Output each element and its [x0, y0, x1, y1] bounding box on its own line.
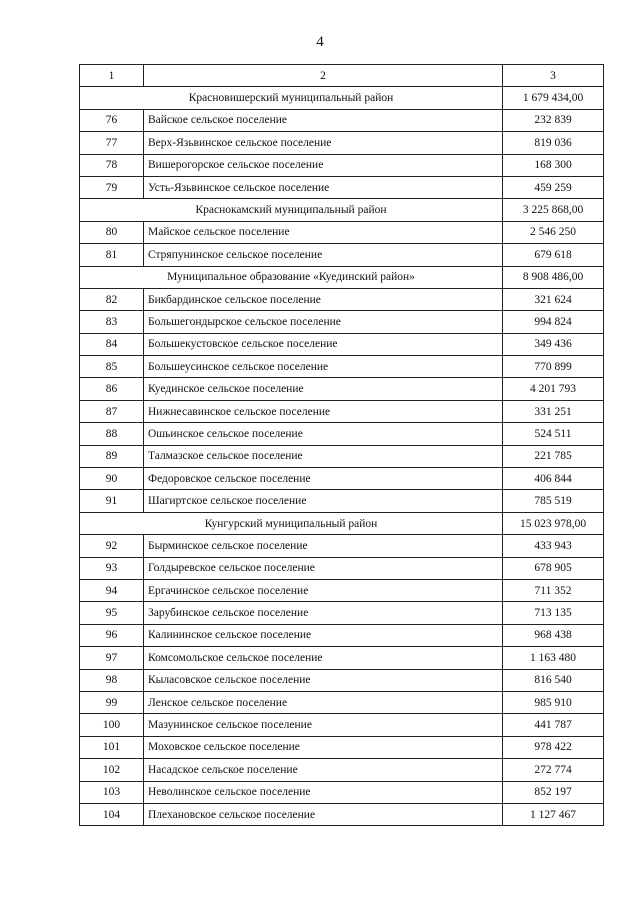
settlement-amount: 770 899: [503, 356, 604, 378]
settlement-amount: 524 511: [503, 423, 604, 445]
settlement-name: Талмазское сельское поселение: [144, 445, 503, 467]
settlement-amount: 321 624: [503, 288, 604, 310]
settlement-name: Зарубинское сельское поселение: [144, 602, 503, 624]
settlement-amount: 272 774: [503, 759, 604, 781]
settlement-name: Шагиртское сельское поселение: [144, 490, 503, 512]
settlement-amount: 221 785: [503, 445, 604, 467]
settlement-amount: 433 943: [503, 535, 604, 557]
settlement-name: Большегондырское сельское поселение: [144, 311, 503, 333]
row-number: 82: [80, 288, 144, 310]
settlement-name: Насадское сельское поселение: [144, 759, 503, 781]
header-row: [80, 65, 604, 87]
settlement-name: Калининское сельское поселение: [144, 624, 503, 646]
district-row: [80, 512, 604, 534]
settlement-name: Моховское сельское поселение: [144, 736, 503, 758]
settlement-amount: 232 839: [503, 109, 604, 131]
settlement-amount: 968 438: [503, 624, 604, 646]
settlement-amount: 978 422: [503, 736, 604, 758]
table-row: [80, 333, 604, 355]
row-number: 98: [80, 669, 144, 691]
table-row: [80, 647, 604, 669]
district-name: Краснокамский муниципальный район: [80, 199, 503, 221]
table-row: [80, 221, 604, 243]
settlement-name: Мазунинское сельское поселение: [144, 714, 503, 736]
settlement-amount: 331 251: [503, 400, 604, 422]
settlement-name: Куединское сельское поселение: [144, 378, 503, 400]
settlement-name: Ленское сельское поселение: [144, 691, 503, 713]
settlement-name: Вайское сельское поселение: [144, 109, 503, 131]
district-name: Муниципальное образование «Куединский район»: [80, 266, 503, 288]
settlement-amount: 852 197: [503, 781, 604, 803]
settlement-amount: 785 519: [503, 490, 604, 512]
table-row: [80, 244, 604, 266]
settlement-name: Майское сельское поселение: [144, 221, 503, 243]
settlement-amount: 679 618: [503, 244, 604, 266]
settlement-amount: 994 824: [503, 311, 604, 333]
settlement-name: Ошьинское сельское поселение: [144, 423, 503, 445]
table-row: [80, 781, 604, 803]
row-number: 90: [80, 468, 144, 490]
row-number: 89: [80, 445, 144, 467]
table-row: [80, 714, 604, 736]
settlement-amount: 168 300: [503, 154, 604, 176]
table-row: [80, 378, 604, 400]
settlement-amount: 349 436: [503, 333, 604, 355]
settlement-name: Усть-Язьвинское сельское поселение: [144, 176, 503, 198]
settlement-amount: 819 036: [503, 132, 604, 154]
settlement-name: Верх-Язьвинское сельское поселение: [144, 132, 503, 154]
district-amount: 1 679 434,00: [503, 87, 604, 109]
table-row: [80, 468, 604, 490]
settlement-name: Голдыревское сельское поселение: [144, 557, 503, 579]
row-number: 83: [80, 311, 144, 333]
row-number: 100: [80, 714, 144, 736]
table-row: [80, 490, 604, 512]
settlement-name: Бырминское сельское поселение: [144, 535, 503, 557]
row-number: 76: [80, 109, 144, 131]
row-number: 81: [80, 244, 144, 266]
settlement-amount: 678 905: [503, 557, 604, 579]
table-body: [80, 65, 604, 826]
settlement-name: Бикбардинское сельское поселение: [144, 288, 503, 310]
settlement-name: Комсомольское сельское поселение: [144, 647, 503, 669]
table-row: [80, 154, 604, 176]
district-row: [80, 266, 604, 288]
row-number: 91: [80, 490, 144, 512]
settlement-name: Вишерогорское сельское поселение: [144, 154, 503, 176]
table-row: [80, 557, 604, 579]
settlement-amount: 1 163 480: [503, 647, 604, 669]
row-number: 103: [80, 781, 144, 803]
table-row: [80, 736, 604, 758]
settlement-name: Нижнесавинское сельское поселение: [144, 400, 503, 422]
district-amount: 8 908 486,00: [503, 266, 604, 288]
settlement-name: Федоровское сельское поселение: [144, 468, 503, 490]
settlement-name: Большеусинское сельское поселение: [144, 356, 503, 378]
table-row: [80, 423, 604, 445]
district-amount: 3 225 868,00: [503, 199, 604, 221]
district-row: [80, 87, 604, 109]
row-number: 80: [80, 221, 144, 243]
table-row: [80, 803, 604, 825]
table-row: [80, 535, 604, 557]
district-name: Красновишерский муниципальный район: [80, 87, 503, 109]
settlement-name: Стряпунинское сельское поселение: [144, 244, 503, 266]
table-row: [80, 400, 604, 422]
settlement-name: Неволинское сельское поселение: [144, 781, 503, 803]
row-number: 97: [80, 647, 144, 669]
settlement-amount: 816 540: [503, 669, 604, 691]
table-row: [80, 602, 604, 624]
district-name: Кунгурский муниципальный район: [80, 512, 503, 534]
settlement-amount: 406 844: [503, 468, 604, 490]
settlement-name: Кыласовское сельское поселение: [144, 669, 503, 691]
table-row: [80, 445, 604, 467]
row-number: 101: [80, 736, 144, 758]
table-row: [80, 759, 604, 781]
table-row: [80, 691, 604, 713]
table-row: [80, 356, 604, 378]
settlement-name: Ергачинское сельское поселение: [144, 579, 503, 601]
table-row: [80, 579, 604, 601]
row-number: 87: [80, 400, 144, 422]
row-number: 79: [80, 176, 144, 198]
settlement-amount: 985 910: [503, 691, 604, 713]
budget-table: [79, 64, 604, 826]
settlement-amount: 711 352: [503, 579, 604, 601]
row-number: 86: [80, 378, 144, 400]
table-row: [80, 624, 604, 646]
header-col-1: 1: [80, 65, 144, 87]
row-number: 95: [80, 602, 144, 624]
row-number: 85: [80, 356, 144, 378]
row-number: 104: [80, 803, 144, 825]
row-number: 84: [80, 333, 144, 355]
settlement-amount: 4 201 793: [503, 378, 604, 400]
row-number: 77: [80, 132, 144, 154]
row-number: 92: [80, 535, 144, 557]
page-number: 4: [316, 34, 324, 50]
row-number: 99: [80, 691, 144, 713]
row-number: 96: [80, 624, 144, 646]
table-row: [80, 176, 604, 198]
table-row: [80, 311, 604, 333]
table-row: [80, 669, 604, 691]
table-row: [80, 132, 604, 154]
table-row: [80, 109, 604, 131]
header-col-3: 3: [503, 65, 604, 87]
row-number: 94: [80, 579, 144, 601]
settlement-amount: 1 127 467: [503, 803, 604, 825]
settlement-name: Большекустовское сельское поселение: [144, 333, 503, 355]
settlement-amount: 2 546 250: [503, 221, 604, 243]
header-col-2: 2: [144, 65, 503, 87]
district-row: [80, 199, 604, 221]
row-number: 102: [80, 759, 144, 781]
row-number: 88: [80, 423, 144, 445]
row-number: 78: [80, 154, 144, 176]
table-row: [80, 288, 604, 310]
district-amount: 15 023 978,00: [503, 512, 604, 534]
settlement-amount: 441 787: [503, 714, 604, 736]
settlement-amount: 713 135: [503, 602, 604, 624]
row-number: 93: [80, 557, 144, 579]
settlement-name: Плехановское сельское поселение: [144, 803, 503, 825]
settlement-amount: 459 259: [503, 176, 604, 198]
